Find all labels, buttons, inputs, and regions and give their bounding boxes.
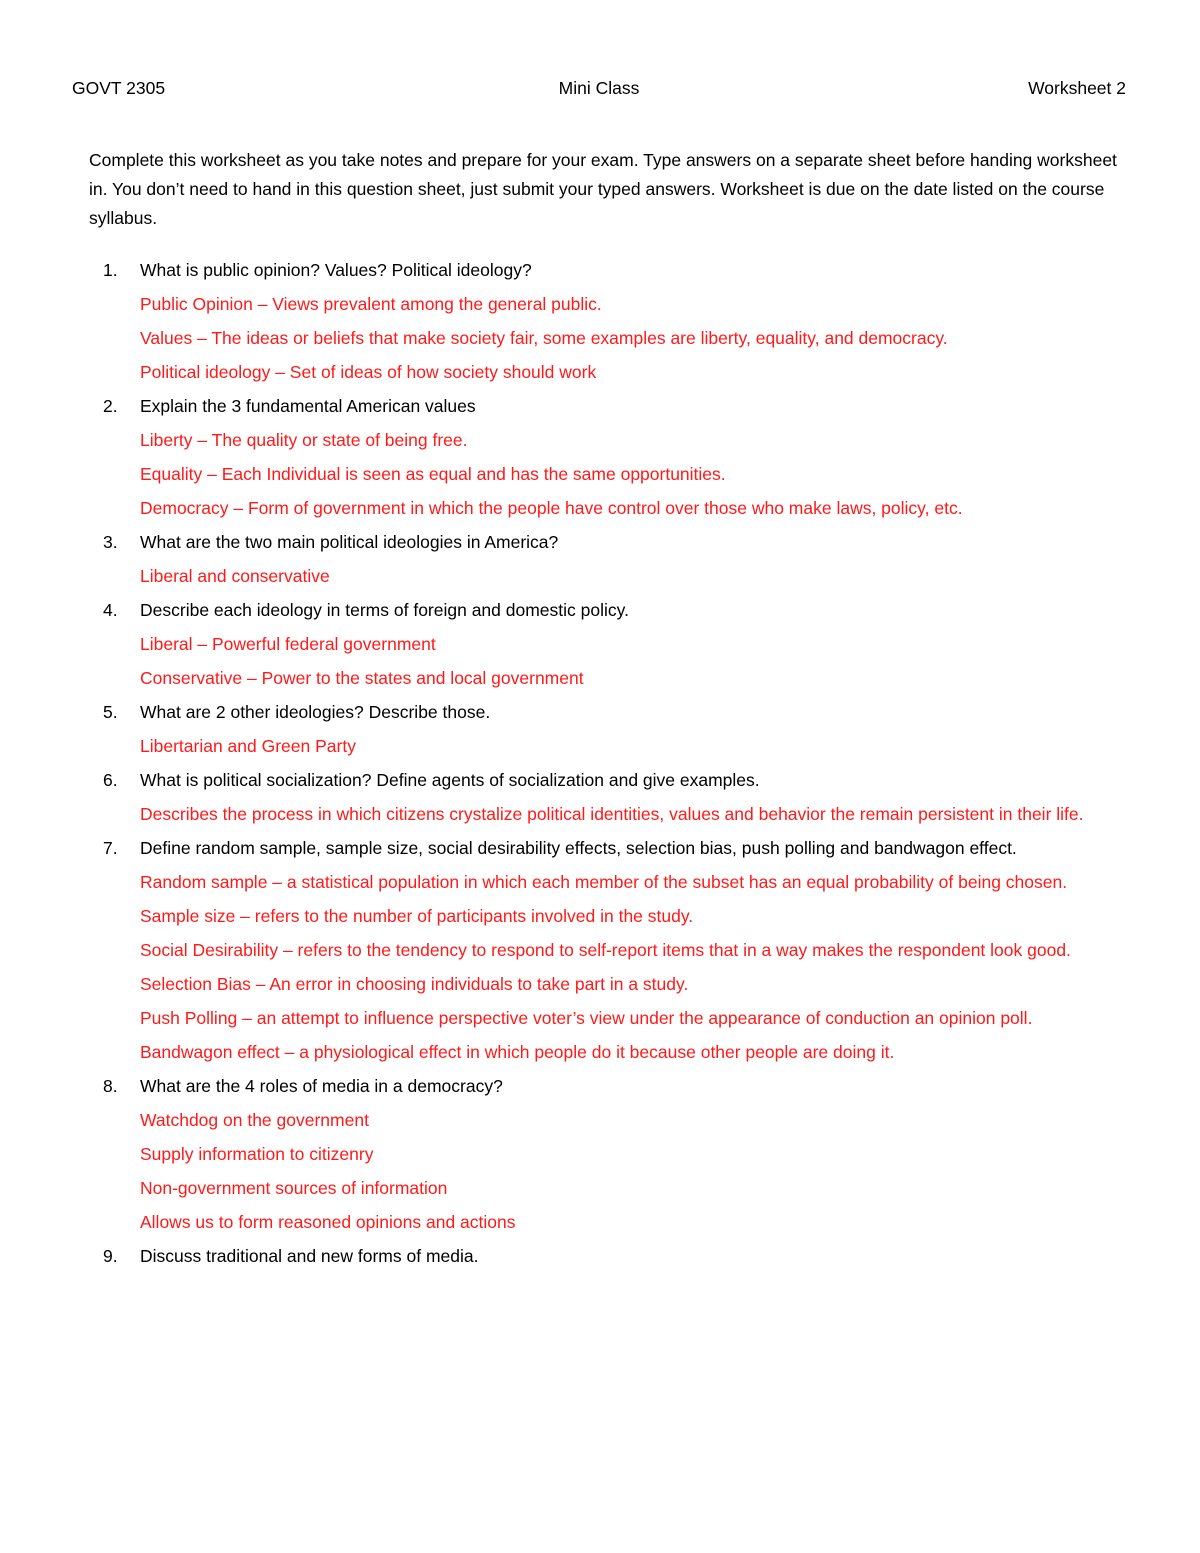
question-text: Discuss traditional and new forms of media. (140, 1246, 479, 1266)
question-number: 5. (103, 702, 118, 722)
answer-text: Libertarian and Green Party (140, 736, 356, 756)
answer-text: Values – The ideas or beliefs that make society fair, some examples are liberty, equality, and democracy. (140, 328, 948, 348)
instructions-paragraph: Complete this worksheet as you take notes and prepare for your exam. Type answers on a separate sheet before handing worksheet in. You don’t need to hand in this question sheet, just submit your typed answers. Worksheet is due on the date listed on the course syllabus. (89, 150, 1117, 228)
header-title: Mini Class (558, 78, 640, 98)
question-item (89, 1242, 1129, 1271)
answer-text: Equality – Each Individual is seen as equal and has the same opportunities. (140, 464, 726, 484)
answer-text: Liberal and conservative (140, 566, 330, 586)
question-item (89, 1072, 1129, 1237)
answer-text: Conservative – Power to the states and local government (140, 668, 584, 688)
question-number: 8. (103, 1076, 118, 1096)
answer-text: Political ideology – Set of ideas of how society should work (140, 362, 597, 382)
question-text: What are the 4 roles of media in a democracy? (140, 1076, 503, 1096)
header-worksheet-label: Worksheet 2 (1028, 78, 1126, 98)
question-item (89, 766, 1129, 829)
answer-text: Democracy – Form of government in which the people have control over those who make laws, policy, etc. (140, 498, 963, 518)
question-number: 4. (103, 600, 118, 620)
answer-text: Watchdog on the government (140, 1110, 369, 1130)
answer-text: Social Desirability – refers to the tendency to respond to self-report items that in a way makes the respondent look good. (140, 940, 1071, 960)
question-number: 6. (103, 770, 118, 790)
question-text: What is political socialization? Define agents of socialization and give examples. (140, 770, 760, 790)
question-text: Define random sample, sample size, social desirability effects, selection bias, push polling and bandwagon effect. (140, 838, 1017, 858)
answer-group (140, 290, 1129, 387)
question-text: What are the two main political ideologies in America? (140, 532, 559, 552)
answer-text: Supply information to citizenry (140, 1144, 374, 1164)
question-number: 9. (103, 1246, 118, 1266)
answer-text: Bandwagon effect – a physiological effect in which people do it because other people are doing it. (140, 1042, 895, 1062)
question-number: 1. (103, 260, 118, 280)
question-item (89, 834, 1129, 1067)
answer-text: Sample size – refers to the number of participants involved in the study. (140, 906, 694, 926)
answer-group (140, 426, 1129, 523)
answer-text: Liberal – Powerful federal government (140, 634, 436, 654)
answer-text: Non-government sources of information (140, 1178, 448, 1198)
question-text: Explain the 3 fundamental American values (140, 396, 476, 416)
question-number: 2. (103, 396, 118, 416)
answer-group (140, 800, 1129, 829)
answer-group (140, 868, 1129, 1067)
answer-group (140, 630, 1129, 693)
answer-text: Selection Bias – An error in choosing individuals to take part in a study. (140, 974, 689, 994)
answer-text: Describes the process in which citizens crystalize political identities, values and behavior the remain persistent in their life. (140, 804, 1084, 824)
answer-text: Public Opinion – Views prevalent among the general public. (140, 294, 602, 314)
question-item (89, 528, 1129, 591)
header-course-code: GOVT 2305 (72, 78, 166, 98)
answer-group (140, 732, 1129, 761)
question-text: What are 2 other ideologies? Describe those. (140, 702, 491, 722)
question-text: What is public opinion? Values? Political ideology? (140, 260, 532, 280)
question-number: 3. (103, 532, 118, 552)
answer-group (140, 1106, 1129, 1237)
question-number: 7. (103, 838, 118, 858)
answer-text: Push Polling – an attempt to influence perspective voter’s view under the appearance of conduction an opinion poll. (140, 1008, 1033, 1028)
question-text: Describe each ideology in terms of foreign and domestic policy. (140, 600, 629, 620)
answer-group (140, 562, 1129, 591)
answer-text: Allows us to form reasoned opinions and actions (140, 1212, 516, 1232)
answer-text: Random sample – a statistical population in which each member of the subset has an equal probability of being chosen. (140, 872, 1068, 892)
page-header (72, 78, 1126, 102)
question-list (89, 256, 1129, 1276)
question-item (89, 256, 1129, 387)
question-item (89, 392, 1129, 523)
answer-text: Liberty – The quality or state of being free. (140, 430, 468, 450)
question-item (89, 596, 1129, 693)
question-item (89, 698, 1129, 761)
